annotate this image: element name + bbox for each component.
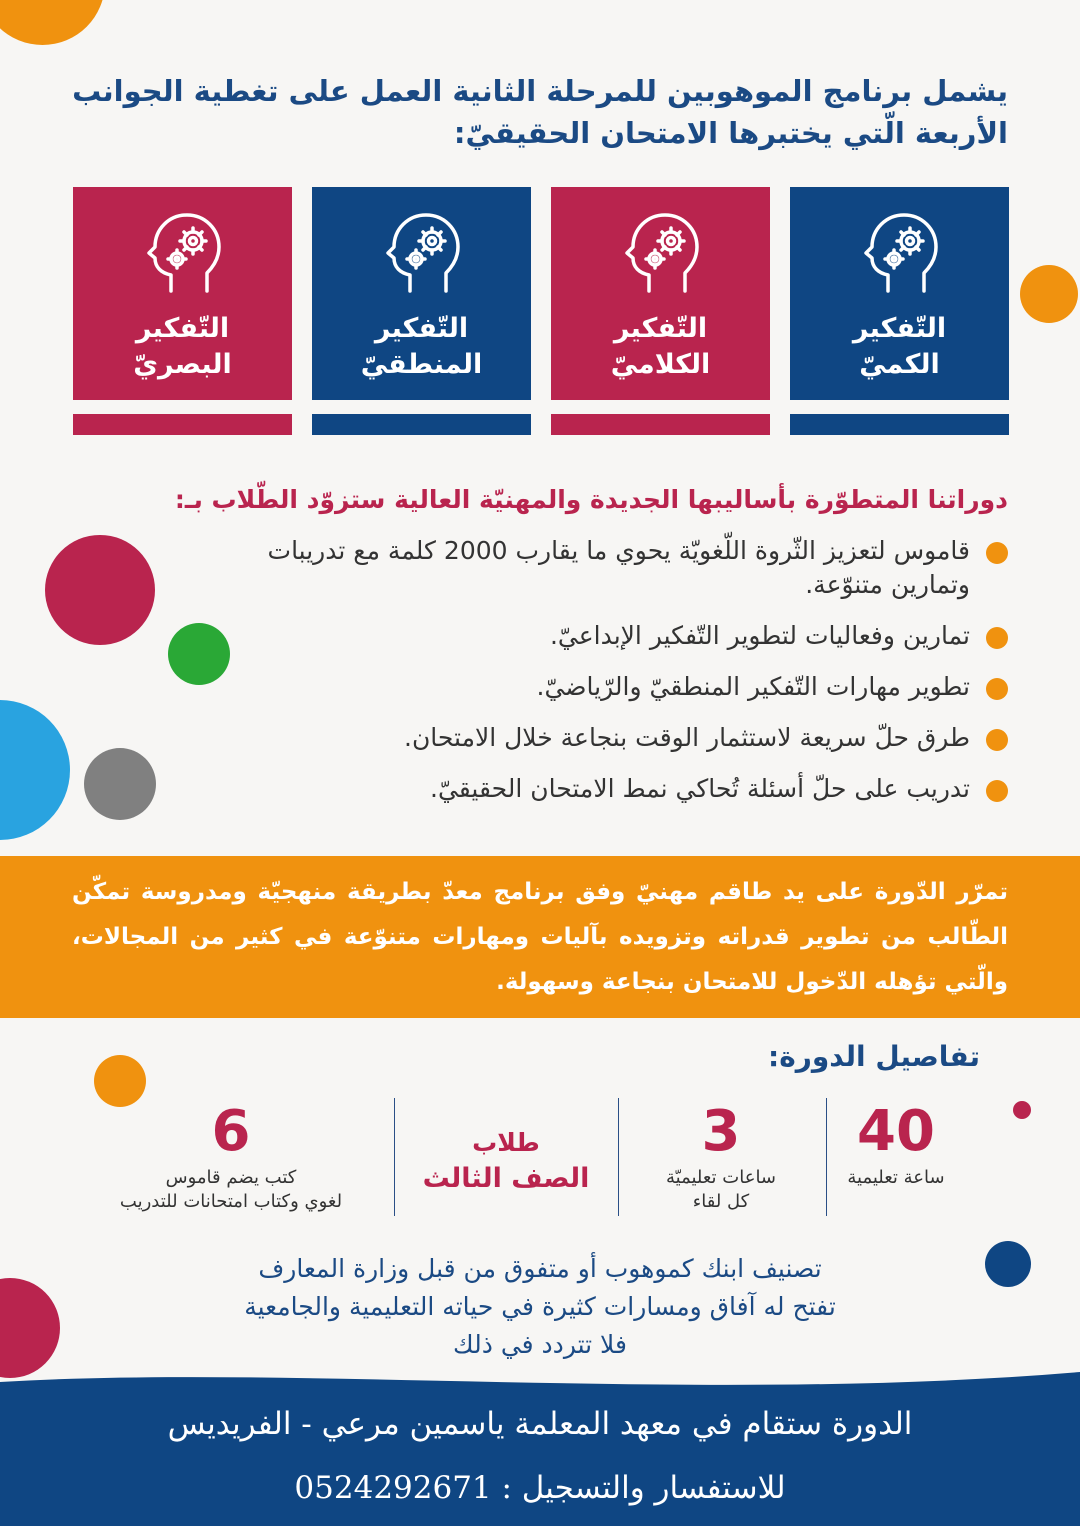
card-logical [312, 187, 531, 435]
stat-hours-caption: ساعة تعليمية [847, 1167, 945, 1188]
stat-grade [406, 1098, 606, 1218]
card-logical-bar [312, 414, 531, 435]
promo-line-3: فلا تتردد في ذلك [453, 1330, 627, 1359]
card-verbal-panel [551, 187, 770, 400]
footer-location: الدورة ستقام في معهد المعلمة ياسمين مرعي - الفريديس [167, 1406, 913, 1442]
head-gears-icon [372, 203, 472, 303]
features-intro: دوراتنا المتطوّرة بأساليبها الجديدة والمهنيّة العالية ستزوّد الطّلاب بـ: [174, 485, 1008, 514]
card-verbal-bar [551, 414, 770, 435]
head-gears-icon [850, 203, 950, 303]
card-logical-panel [312, 187, 531, 400]
decor-dot-sky [0, 700, 70, 840]
footer-contact: للاستفسار والتسجيل : 0524292671 [294, 1470, 786, 1506]
card-verbal-title: التّفكير الكلاميّ [610, 313, 711, 380]
decor-dot-navy-right [985, 1241, 1031, 1287]
list-item-text: طرق حلّ سريعة لاستثمار الوقت بنجاعة خلال الامتحان. [404, 723, 970, 752]
bullet-dot-icon [986, 780, 1008, 802]
page-header [68, 70, 1008, 154]
card-visual [73, 187, 292, 435]
stat-grade-value: الصف الثالث [422, 1163, 590, 1194]
list-item [248, 619, 1008, 653]
header-line-2: الأربعة الّتي يختبرها الامتحان الحقيقيّ: [453, 116, 1008, 150]
course-stats [86, 1098, 966, 1218]
bullet-dot-icon [986, 729, 1008, 751]
stat-books-value: 6 [211, 1099, 251, 1164]
promo-line-1: تصنيف ابنك كموهوب أو متفوق من قبل وزارة المعارف [258, 1254, 822, 1283]
features-list [248, 534, 1008, 823]
card-quantitative-bar [790, 414, 1009, 435]
decor-dot-orange-top [0, 0, 105, 45]
card-visual-bar [73, 414, 292, 435]
stat-session-hours-value: 3 [701, 1099, 741, 1164]
stat-hours [826, 1098, 966, 1218]
course-description-band: تمرّر الدّورة على يد طاقم مهنيّ وفق برنامج معدّ بطريقة منهجيّة ومدروسة تمكّن الطّالب من تطوير قدراته وتزويده بآليات ومهارات متنوّعة في كثير من المجالات، والّتي تؤهله الدّخول للامتحان بنجاعة وسهولة. [0, 856, 1080, 1018]
card-visual-title: التّفكير البصريّ [133, 313, 232, 380]
head-gears-icon [611, 203, 711, 303]
decor-dot-gray [84, 748, 156, 820]
stat-divider [394, 1098, 395, 1216]
list-item [248, 721, 1008, 755]
list-item-text: تمارين وفعاليات لتطوير التّفكير الإبداعيّ. [549, 621, 970, 650]
list-item [248, 772, 1008, 806]
stat-books-caption: كتب يضم قاموس لغوي وكتاب امتحانات للتدريب [119, 1167, 343, 1212]
head-gears-icon [133, 203, 233, 303]
promo-line-2: تفتح له آفاق ومسارات كثيرة في حياته التعليمية والجامعية [244, 1292, 836, 1321]
promo-text [180, 1250, 900, 1364]
list-item-text: تدريب على حلّ أسئلة تُحاكي نمط الامتحان الحقيقيّ. [430, 774, 970, 803]
details-title: تفاصيل الدورة: [768, 1040, 980, 1073]
stat-divider [826, 1098, 827, 1216]
stat-session-hours [626, 1098, 816, 1218]
stat-books [86, 1098, 376, 1218]
decor-dot-crimson-small [1013, 1101, 1031, 1119]
decor-dot-orange-right [1020, 265, 1078, 323]
list-item-text: تطوير مهارات التّفكير المنطقيّ والرّياضيّ. [536, 672, 970, 701]
decor-dot-green [168, 623, 230, 685]
stat-session-hours-caption: ساعات تعليميّة كل لقاء [665, 1167, 777, 1212]
card-quantitative-title: التّفكير الكميّ [852, 313, 947, 380]
bullet-dot-icon [986, 542, 1008, 564]
card-visual-panel [73, 187, 292, 400]
card-logical-title: التّفكير المنطقيّ [360, 313, 483, 380]
list-item [248, 670, 1008, 704]
stat-hours-value: 40 [857, 1099, 935, 1164]
card-quantitative-panel [790, 187, 1009, 400]
card-verbal [551, 187, 770, 435]
bullet-dot-icon [986, 678, 1008, 700]
stat-grade-label: طلاب [472, 1128, 540, 1157]
list-item [248, 534, 1008, 602]
decor-dot-crimson-bottom [0, 1278, 60, 1378]
stat-divider [618, 1098, 619, 1216]
list-item-text: قاموس لتعزيز الثّروة اللّغويّة يحوي ما يقارب 2000 كلمة مع تدريبات وتمارين متنوّعة. [267, 536, 970, 599]
thinking-cards [73, 187, 1009, 435]
bullet-dot-icon [986, 627, 1008, 649]
card-quantitative [790, 187, 1009, 435]
decor-dot-crimson-left [45, 535, 155, 645]
header-line-1: يشمل برنامج الموهوبين للمرحلة الثانية العمل على تغطية الجوانب [72, 74, 1008, 108]
